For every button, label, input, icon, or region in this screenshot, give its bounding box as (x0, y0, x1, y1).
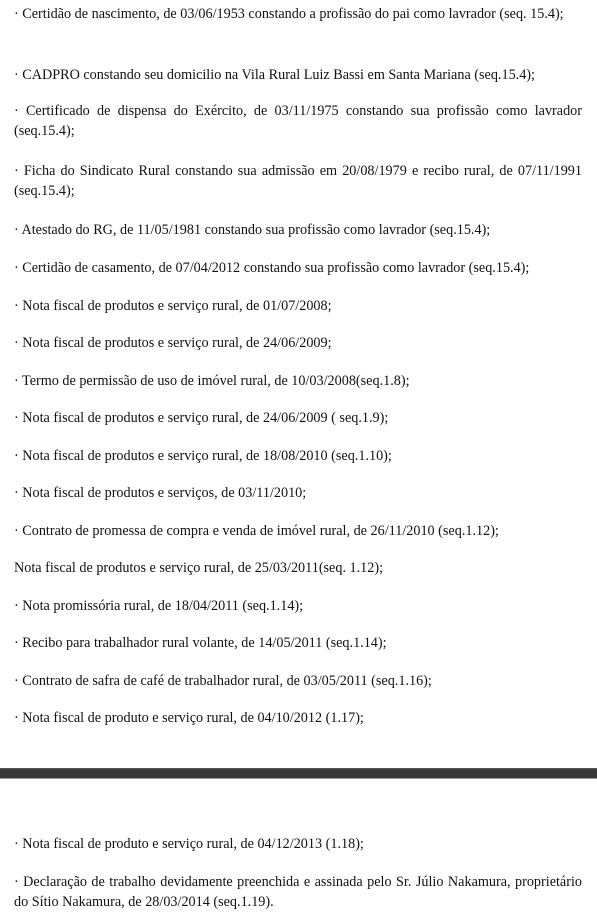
evidence-item-army-certificate: · Certificado de dispensa do Exército, de 03/11/1975 constando sua profissão como lavrador (seq.15.4); (14, 103, 582, 139)
evidence-item-invoice-2011: Nota fiscal de produtos e serviço rural, de 25/03/2011(seq. 1.12); (14, 560, 384, 576)
evidence-item-invoice-services-2010: · Nota fiscal de produtos e serviços, de 03/11/2010; (14, 485, 307, 501)
evidence-item-purchase-contract: · Contrato de promessa de compra e venda de imóvel rural, de 26/11/2010 (seq.1.12); (14, 523, 499, 539)
evidence-item-invoice-2013: · Nota fiscal de produto e serviço rural, de 04/12/2013 (1.18); (14, 836, 364, 852)
evidence-item-land-use-permit: · Termo de permissão de uso de imóvel rural, de 10/03/2008(seq.1.8); (14, 373, 410, 389)
evidence-item-promissory-note: · Nota promissória rural, de 18/04/2011 (seq.1.14); (14, 598, 304, 614)
page-separator (0, 768, 597, 779)
evidence-item-invoice-2008: · Nota fiscal de produtos e serviço rural, de 01/07/2008; (14, 298, 332, 314)
evidence-item-rural-worker-receipt: · Recibo para trabalhador rural volante, de 14/05/2011 (seq.1.14); (14, 635, 387, 651)
evidence-item-rg-certificate: · Atestado do RG, de 11/05/1981 constando sua profissão como lavrador (seq.15.4); (14, 222, 491, 238)
evidence-item-invoice-2010: · Nota fiscal de produtos e serviço rural, de 18/08/2010 (seq.1.10); (14, 448, 392, 464)
document-page-2 (0, 779, 597, 920)
evidence-item-marriage-certificate: · Certidão de casamento, de 07/04/2012 constando sua profissão como lavrador (seq.15.4); (14, 260, 530, 276)
evidence-item-invoice-2009: · Nota fiscal de produtos e serviço rural, de 24/06/2009; (14, 335, 332, 351)
evidence-item-cadpro: · CADPRO constando seu domicilio na Vila Rural Luiz Bassi em Santa Mariana (seq.15.4); (14, 67, 535, 83)
evidence-item-coffee-harvest-contract: · Contrato de safra de café de trabalhador rural, de 03/05/2011 (seq.1.16); (14, 673, 432, 689)
evidence-item-invoice-2009-seq: · Nota fiscal de produtos e serviço rural, de 24/06/2009 ( seq.1.9); (14, 410, 389, 426)
evidence-item-work-declaration: · Declaração de trabalho devidamente preenchida e assinada pelo Sr. Júlio Nakamura, proprietário do Sítio Nakamura, de 28/03/2014 (seq.1.19). (14, 874, 582, 910)
evidence-item-invoice-2012: · Nota fiscal de produto e serviço rural, de 04/10/2012 (1.17); (14, 710, 364, 726)
evidence-item-union-record: · Ficha do Sindicato Rural constando sua admissão em 20/08/1979 e recibo rural, de 07/11/1991 (seq.15.4); (14, 163, 582, 199)
evidence-item-birth-certificate: · Certidão de nascimento, de 03/06/1953 constando a profissão do pai como lavrador (seq. 15.4); (14, 6, 564, 22)
